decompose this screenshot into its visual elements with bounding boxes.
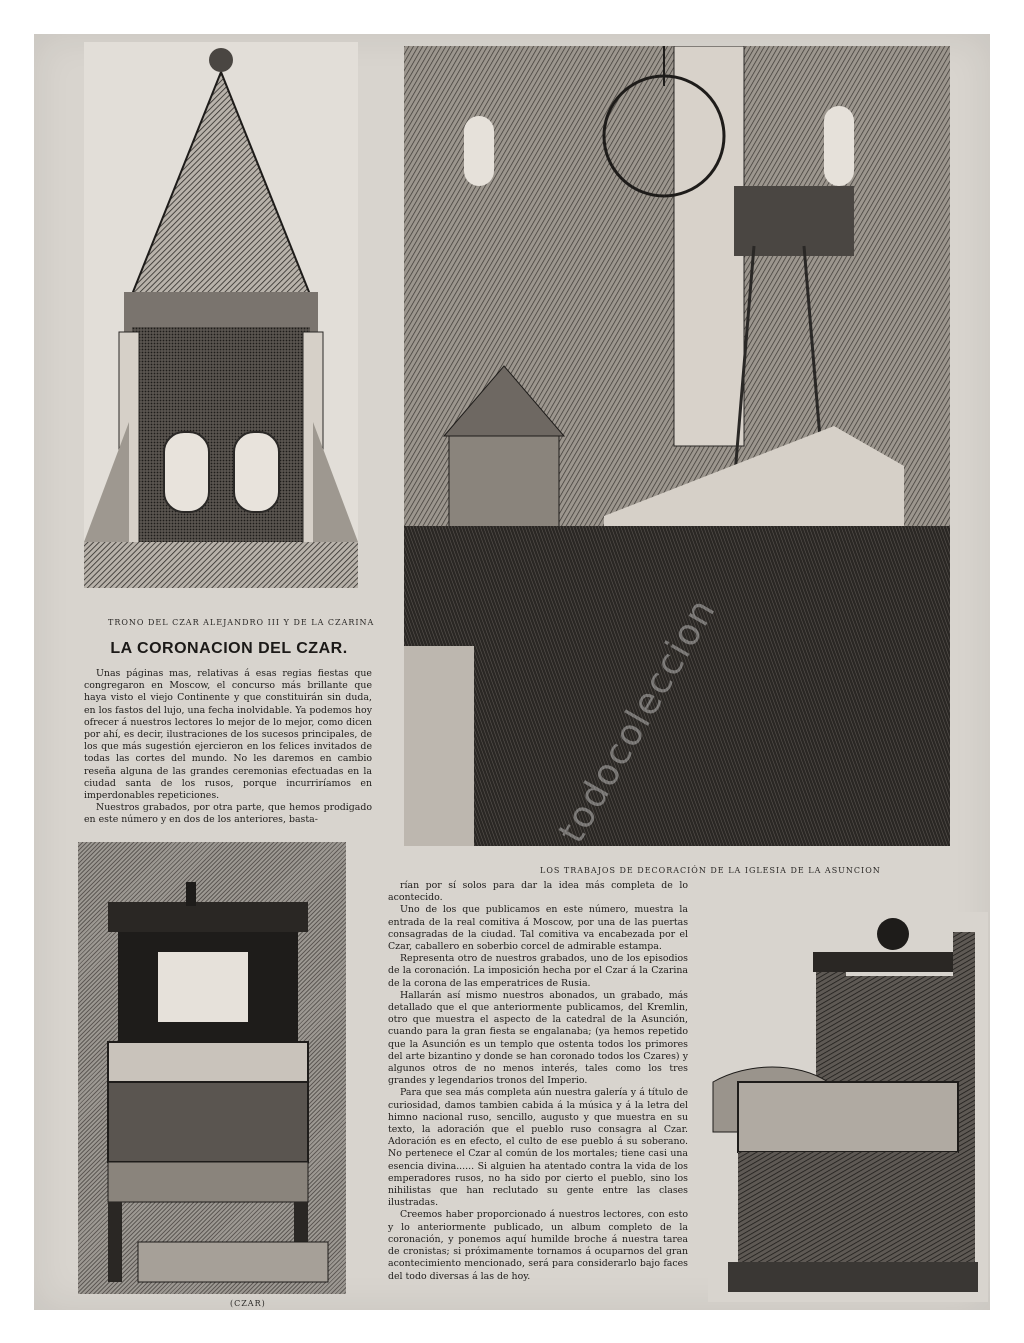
wooden-chair-drawing bbox=[78, 842, 346, 1294]
col2-paragraph-1: rían por sí solos para dar la idea más completa de lo acontecido. bbox=[388, 880, 688, 904]
cathedral-engraving bbox=[404, 46, 950, 846]
bottom-left-chair-engraving bbox=[78, 842, 346, 1294]
throne-caption: TRONO DEL CZAR ALEJANDRO III Y DE LA CZARINA bbox=[108, 618, 375, 627]
col1-paragraph-1: Unas páginas mas, relativas á esas regias fiestas que congregaron en Moscow, el concurso más brillante que haya visto el viejo Continente y que constituirán sin duda, en los fastos del lujo, una fecha inolvidable. Ya podemos hoy ofrecer á nuestros lectores lo mejor de lo mejor, como dicen por ahí, es decir, ilustraciones de los sucesos principales, de los que más sugestión ejercieron en los felices invitados de todas las cortes del mundo. No les daremos en cambio reseña alguna de las grandes ceremonias efectuadas en la ciudad santa de los rusos, porque incurriríamos en imperdonables repeticiones. bbox=[84, 668, 372, 802]
bottom-left-caption: (CZAR) bbox=[230, 1299, 266, 1308]
col2-paragraph-4: Hallarán así mismo nuestros abonados, un grabado, más detallado que el que anteriormente publicamos, del Kremlin, otro que muestra el aspecto de la catedral de la Asunción, cuando para la gran fiesta se engalanaba; (ya hemos repetido que la Asunción es un templo que ostenta todos los primores del arte bizantino y donde se han coronado todos los Czares) y algunos otros de no menos interés, tales como los tres grandes y legendarios tronos del Imperio. bbox=[388, 989, 688, 1087]
article-column-2 bbox=[388, 880, 688, 1283]
col2-paragraph-5: Para que sea más completa aún nuestra galería y á título de curiosidad, damos tambien cabida á la música y á la letra del himno nacional ruso, sencillo, augusto y que muestra en su texto, la adoración que el pueblo ruso consagra al Czar. Adoración es en efecto, el culto de ese pueblo á su soberano. No pertenece el Czar al común de los mortales; tiene casi una esencia divina...... Si alguien ha atentado contra la vida de los emperadores rusos, no ha sido por cierto el pueblo, sino los nihilistas que han reclutado su gente entre las clases ilustradas. bbox=[388, 1087, 688, 1209]
cathedral-caption: LOS TRABAJOS DE DECORACIÓN DE LA IGLESIA DE LA ASUNCION bbox=[540, 866, 881, 875]
col2-paragraph-6: Creemos haber proporcionado á nuestros lectores, con esto y lo anteriormente publicado, un album completo de la coronación, y ponemos aquí humilde broche á nuestra tarea de cronistas; si próximamente tornamos á ocuparnos del gran acontecimiento mencionado, será para considerarlo bajo faces del todo diversas á las de hoy. bbox=[388, 1209, 688, 1282]
article-title: LA CORONACION DEL CZAR. bbox=[110, 640, 348, 657]
cathedral-drawing bbox=[404, 46, 950, 846]
carved-throne-drawing bbox=[708, 912, 988, 1302]
col1-paragraph-2: Nuestros grabados, por otra parte, que hemos prodigado en este número y en dos de los anteriores, basta- bbox=[84, 802, 372, 826]
throne-drawing bbox=[84, 42, 358, 588]
throne-engraving bbox=[84, 42, 358, 588]
article-column-1 bbox=[84, 668, 372, 827]
bottom-right-throne-chair bbox=[708, 912, 988, 1302]
col2-paragraph-2: Uno de los que publicamos en este número, muestra la entrada de la real comitiva á Moscow, por una de las puertas consagradas de la ciudad. Tal comitiva va encabezada por el Czar, caballero en soberbio corcel de admirable estampa. bbox=[388, 904, 688, 953]
col2-paragraph-3: Representa otro de nuestros grabados, uno de los episodios de la coronación. La imposición hecha por el Czar á la Czarina de la corona de las emperatrices de Rusia. bbox=[388, 953, 688, 989]
watermark: todocoleccion bbox=[551, 590, 725, 851]
